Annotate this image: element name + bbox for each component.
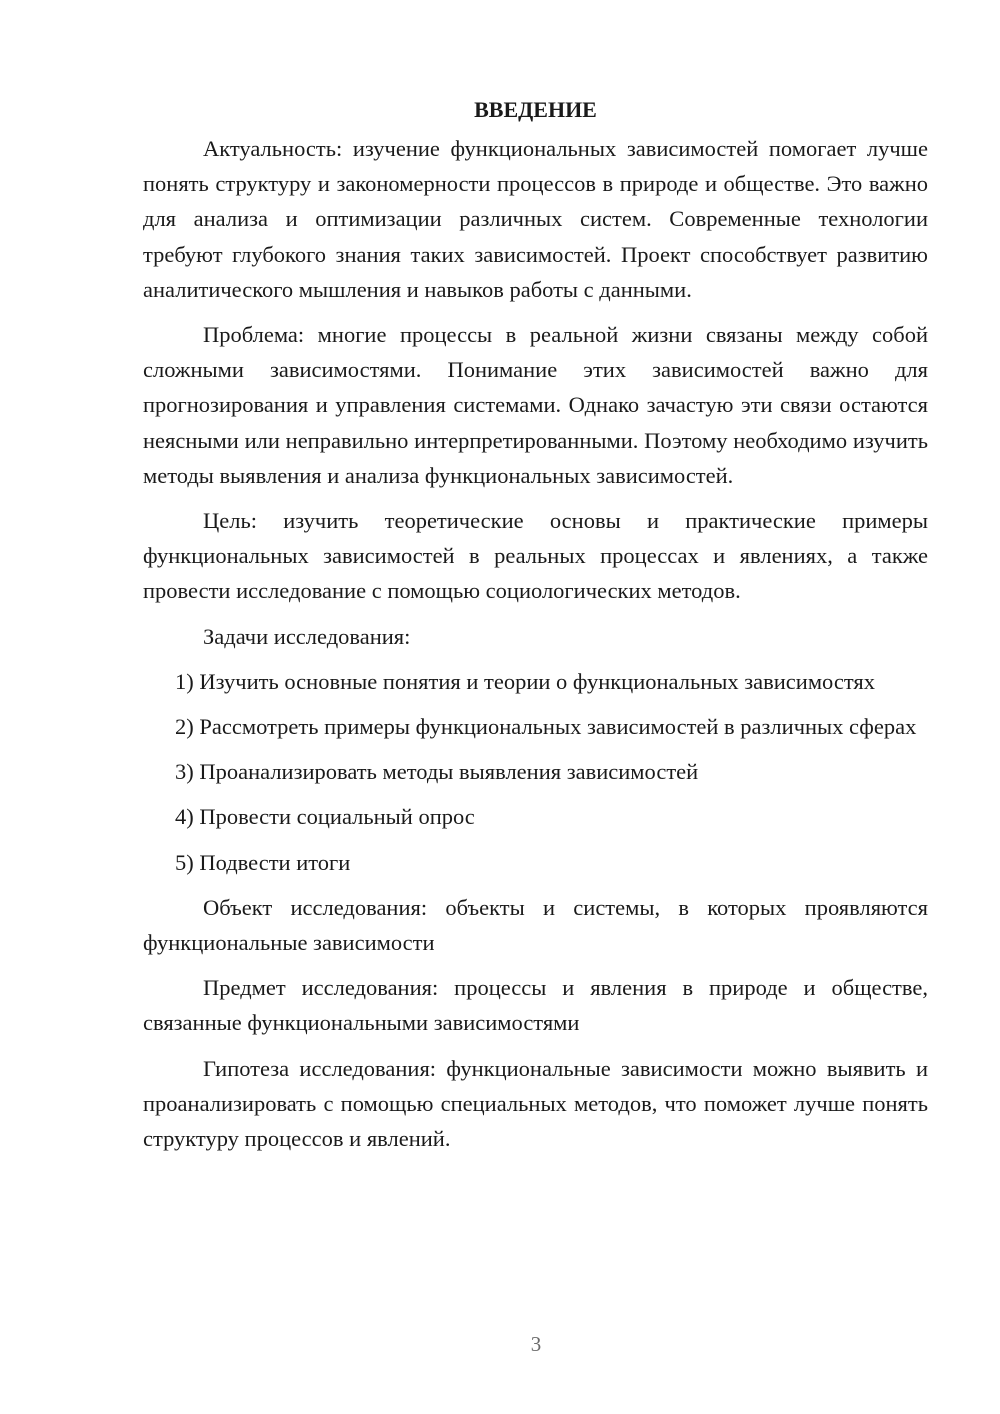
paragraph-relevance: Актуальность: изучение функциональных зависимостей помогает лучше понять структуру и закономерности процессов в природе и обществе. Это важно для анализа и оптимизации различных систем. Современные технологии требуют глубокого знания таких зависимостей. Проект способствует развитию аналитического мышления и навыков работы с данными. <box>143 136 928 302</box>
paragraph-goal: Цель: изучить теоретические основы и практические примеры функциональных зависимостей в реальных процессах и явлениях, а также провести исследование с помощью социологических методов. <box>143 508 928 604</box>
task-item: 2) Рассмотреть примеры функциональных зависимостей в различных сферах <box>175 714 917 740</box>
section-title: ВВЕДЕНИЕ <box>474 97 597 122</box>
paragraph-problem: Проблема: многие процессы в реальной жизни связаны между собой сложными зависимостями. Понимание этих зависимостей важно для прогнозирования и управления системами. Однако зачастую эти связи остаются неясными или неправильно интерпретированными. Поэтому необходимо изучить методы выявления и анализа функциональных зависимостей. <box>143 322 928 488</box>
document-page <box>143 92 928 1166</box>
task-item: 1) Изучить основные понятия и теории о функциональных зависимостях <box>175 668 875 694</box>
task-item: 4) Провести социальный опрос <box>175 804 475 830</box>
task-item: 5) Подвести итоги <box>175 849 351 875</box>
paragraph-tasks-heading: Задачи исследования: <box>203 623 411 649</box>
paragraph-hypothesis: Гипотеза исследования: функциональные зависимости можно выявить и проанализировать с помощью специальных методов, что поможет лучше понять структуру процессов и явлений. <box>143 1055 928 1152</box>
paragraph-object: Объект исследования: объекты и системы, в которых проявляются функциональные зависимости <box>143 894 928 956</box>
page-number: 3 <box>530 1332 542 1356</box>
task-item: 3) Проанализировать методы выявления зависимостей <box>175 759 699 785</box>
paragraph-subject: Предмет исследования: процессы и явления в природе и обществе, связанные функциональными зависимостями <box>143 975 928 1036</box>
